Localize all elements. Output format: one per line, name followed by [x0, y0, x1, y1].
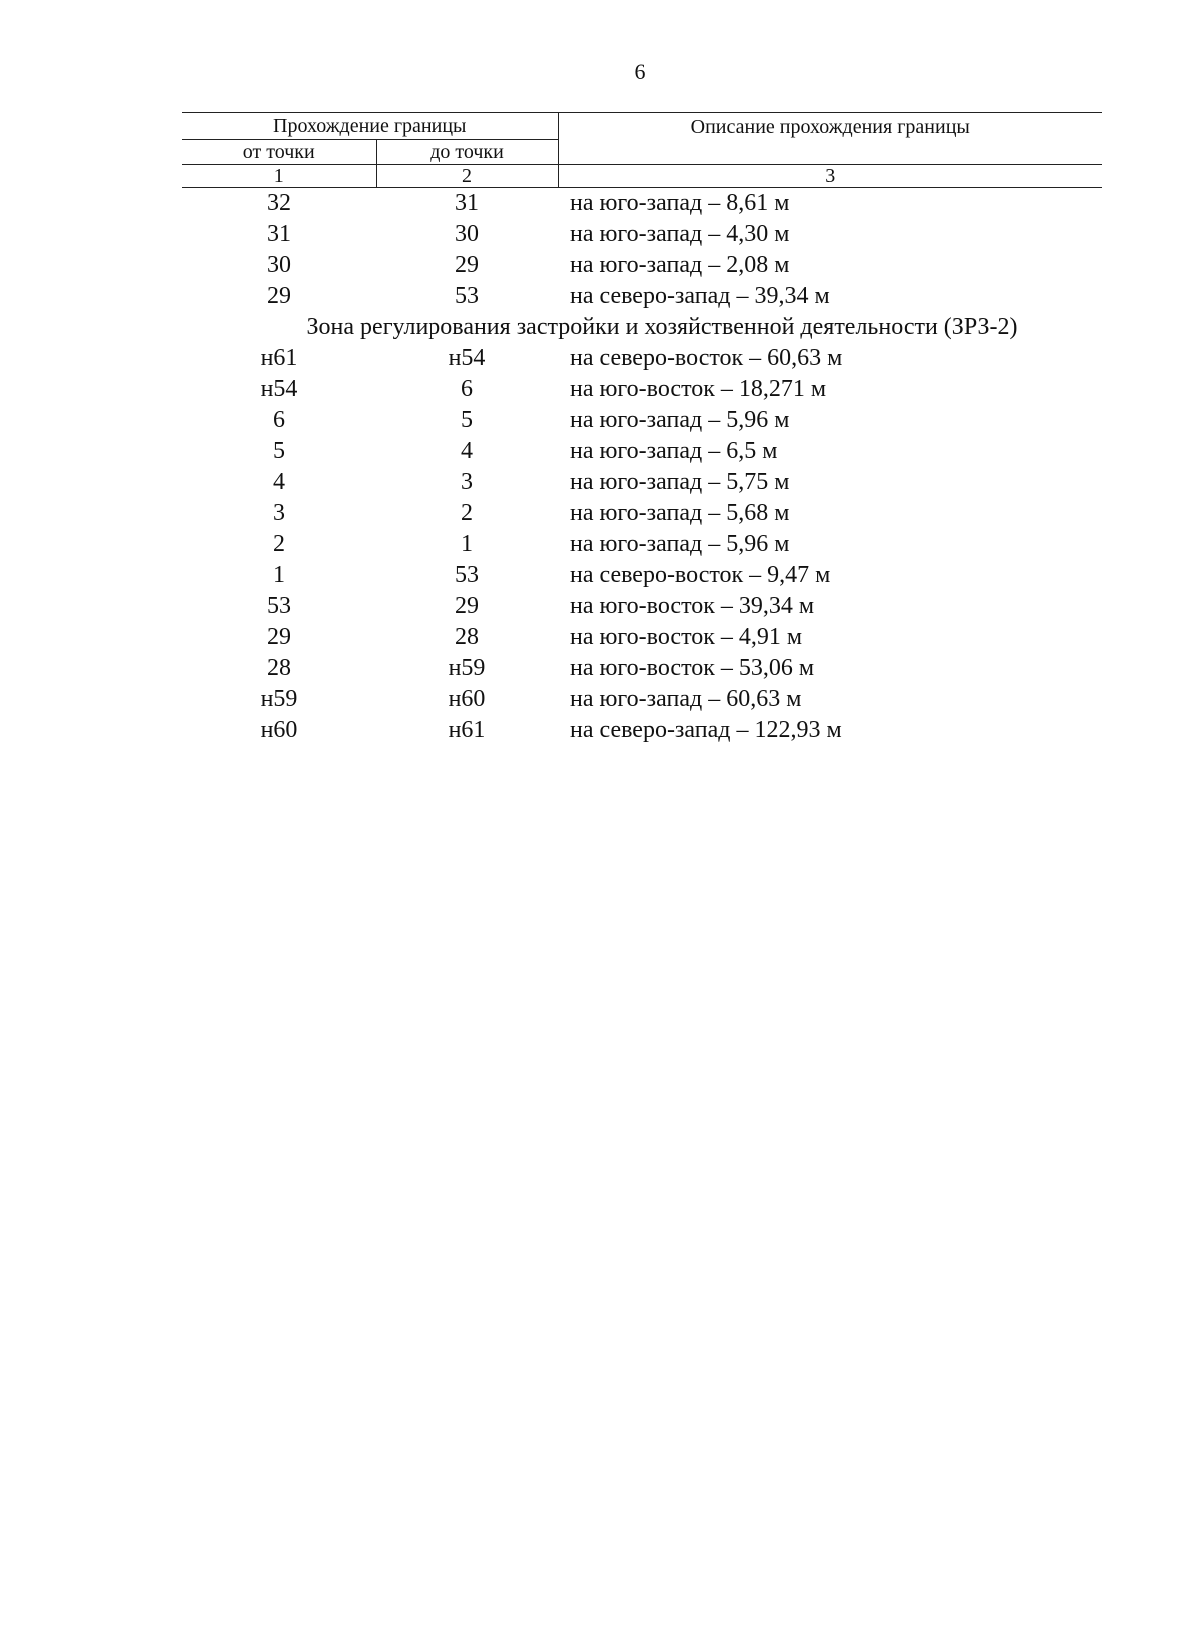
to-point-cell: 1 [461, 531, 473, 557]
to-point-cell: 3 [461, 469, 473, 495]
header-to-point: до точки [430, 141, 504, 163]
table-body-section-b [182, 343, 1102, 746]
header-from-point: от точки [182, 140, 376, 165]
header-col-number-3: 3 [558, 165, 1102, 188]
from-point-cell: 53 [267, 593, 291, 619]
description-cell: на юго-восток – 18,271 м [570, 376, 827, 402]
from-point-cell: н60 [260, 717, 298, 743]
from-point-cell: 31 [267, 221, 291, 247]
description-cell: на юго-запад – 5,68 м [570, 500, 790, 526]
to-point-cell: 2 [461, 500, 473, 526]
from-point-cell: 4 [273, 469, 285, 495]
table-row [182, 436, 1102, 467]
description-cell: на северо-запад – 39,34 м [570, 283, 830, 309]
page-number: 6 [634, 59, 646, 84]
from-point-cell: 2 [273, 531, 285, 557]
to-point-cell: н54 [448, 345, 486, 371]
description-cell: на юго-восток – 39,34 м [570, 593, 815, 619]
to-point-cell: н59 [448, 655, 486, 681]
table-row [182, 591, 1102, 622]
header-col-number-1: 1 [182, 165, 376, 188]
description-cell: на юго-запад – 2,08 м [570, 252, 790, 278]
table-row [182, 343, 1102, 374]
table-header [182, 113, 1102, 188]
header-boundary-passage: Прохождение границы [182, 113, 558, 140]
to-point-cell: 30 [455, 221, 479, 247]
to-point-cell: н61 [448, 717, 486, 743]
header-col-number-2: 2 [376, 165, 558, 188]
from-point-cell: 29 [267, 283, 291, 309]
from-point-cell: н61 [260, 345, 298, 371]
to-point-cell: 31 [455, 190, 479, 216]
from-point-cell: 29 [267, 624, 291, 650]
table-row [182, 374, 1102, 405]
table-row [182, 529, 1102, 560]
to-point-cell: 29 [455, 252, 479, 278]
to-point-cell: н60 [448, 686, 486, 712]
zone-section [182, 312, 1102, 343]
table-row [182, 653, 1102, 684]
table-row [182, 188, 1102, 220]
boundary-table [182, 112, 1102, 746]
description-cell: на юго-запад – 60,63 м [570, 686, 802, 712]
table-row [182, 715, 1102, 746]
from-point-cell: н59 [260, 686, 298, 712]
description-cell: на юго-запад – 8,61 м [570, 190, 790, 216]
table-row [182, 281, 1102, 312]
table-row [182, 684, 1102, 715]
table-row [182, 498, 1102, 529]
zone-title-row [182, 312, 1102, 343]
from-point-cell: 3 [273, 500, 285, 526]
description-cell: на юго-запад – 5,75 м [570, 469, 790, 495]
table-row [182, 250, 1102, 281]
description-cell: на северо-восток – 9,47 м [570, 562, 831, 588]
description-cell: на юго-запад – 4,30 м [570, 221, 790, 247]
from-point-cell: 1 [273, 562, 285, 588]
from-point-cell: н54 [260, 376, 298, 402]
description-cell: на северо-восток – 60,63 м [570, 345, 843, 371]
from-point-cell: 5 [273, 438, 285, 464]
zone-title: Зона регулирования застройки и хозяйственной деятельности (ЗРЗ-2) [306, 314, 1018, 340]
table-row [182, 219, 1102, 250]
table-row [182, 560, 1102, 591]
table-row [182, 467, 1102, 498]
to-point-cell: 5 [461, 407, 473, 433]
from-point-cell: 28 [267, 655, 291, 681]
to-point-cell: 4 [461, 438, 473, 464]
description-cell: на юго-запад – 5,96 м [570, 531, 790, 557]
description-cell: на северо-запад – 122,93 м [570, 717, 842, 743]
to-point-cell: 53 [455, 562, 479, 588]
table-row [182, 622, 1102, 653]
description-cell: на юго-запад – 6,5 м [570, 438, 778, 464]
header-description: Описание прохождения границы [558, 113, 1102, 165]
to-point-cell: 53 [455, 283, 479, 309]
from-point-cell: 30 [267, 252, 291, 278]
from-point-cell: 6 [273, 407, 285, 433]
description-cell: на юго-восток – 4,91 м [570, 624, 803, 650]
table-body-section-a [182, 188, 1102, 313]
description-cell: на юго-запад – 5,96 м [570, 407, 790, 433]
to-point-cell: 28 [455, 624, 479, 650]
table-row [182, 405, 1102, 436]
to-point-cell: 6 [461, 376, 473, 402]
to-point-cell: 29 [455, 593, 479, 619]
from-point-cell: 32 [267, 190, 291, 216]
description-cell: на юго-восток – 53,06 м [570, 655, 815, 681]
